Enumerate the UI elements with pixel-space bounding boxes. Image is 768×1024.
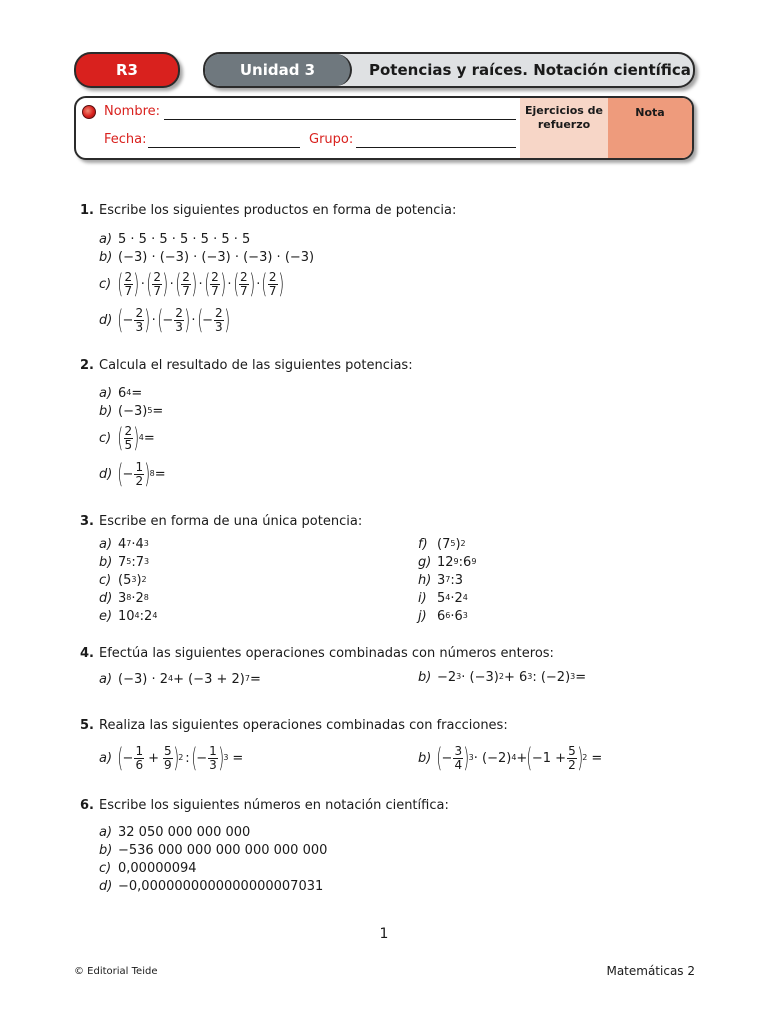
fraction: $\frac{2}{7}$ bbox=[153, 269, 162, 298]
ex1-item-a bbox=[99, 230, 250, 248]
fraction: $\frac{1}{6}$ bbox=[135, 743, 144, 772]
item-label: c) bbox=[99, 430, 112, 446]
refuerzo-cell: Ejercicios de refuerzo bbox=[520, 98, 608, 158]
fraction: $\frac{2}{7}$ bbox=[182, 269, 190, 298]
fraction: $\frac{2}{3}$ bbox=[215, 305, 223, 334]
ex5-item-a: a) ( − $\frac{1}{6}$ + $\frac{5}{9}$ ) 2 : ( − $\frac{1}{3}$ ) 3 = bbox=[99, 742, 244, 774]
unit-title: Potencias y raíces. Notación científica bbox=[369, 61, 691, 79]
ex2-item-b: b) (−3) 5 = bbox=[99, 403, 164, 419]
exercise-1-text: Escribe los siguientes productos en forma de potencia: bbox=[99, 203, 457, 218]
item-label: b) bbox=[99, 249, 113, 265]
ex1-item-c: c) ( $\frac{2}{7}$ ) · ( $\frac{2}{7}$ ) · ( $\frac{2}{7}$ ) · ( $\frac{2}{7}$ ) · ( $\frac{2}{7}$ ) · ( $\frac{2}{7}$ ) bbox=[99, 268, 284, 300]
group-label: Grupo: bbox=[309, 132, 354, 147]
name-label: Nombre: bbox=[104, 104, 161, 119]
ex3-item-e: e) 10 4 : 2 4 bbox=[99, 608, 158, 624]
exercise-5-number: 5. bbox=[80, 718, 94, 733]
ex1-a-expr: 5 · 5 · 5 · 5 · 5 · 5 · 5 bbox=[118, 231, 251, 247]
ex3-item-b: b) 7 5 : 7 3 bbox=[99, 554, 150, 570]
exercise-4-number: 4. bbox=[80, 646, 94, 661]
group-field[interactable] bbox=[356, 147, 516, 148]
ex3-item-j: j) 6 6 · 6 3 bbox=[418, 608, 468, 624]
ex1-b-expr: (−3) · (−3) · (−3) · (−3) · (−3) bbox=[118, 249, 315, 265]
fraction: $\frac{1}{2}$ bbox=[135, 459, 144, 488]
fraction: $\frac{2}{3}$ bbox=[135, 305, 144, 334]
exercise-5-text: Realiza las siguientes operaciones combinadas con fracciones: bbox=[99, 718, 508, 733]
ex2-item-d: d) ( − $\frac{1}{2}$ ) 8 = bbox=[99, 458, 166, 490]
date-field[interactable] bbox=[148, 147, 300, 148]
ex1-item-d: d) ( − $\frac{2}{3}$ ) · ( − $\frac{2}{3}$ ) · ( − $\frac{2}{3}$ ) bbox=[99, 304, 230, 336]
item-label: d) bbox=[99, 312, 113, 328]
exercise-1-number: 1. bbox=[80, 203, 94, 218]
fraction: $\frac{3}{4}$ bbox=[454, 743, 463, 772]
date-label: Fecha: bbox=[104, 132, 147, 147]
ex6-item-d: d) −0,0000000000000000007031 bbox=[99, 878, 324, 894]
worksheet-code-badge: R3 bbox=[74, 52, 180, 88]
ex3-item-g: g) 12 9 : 6 9 bbox=[418, 554, 477, 570]
exercise-6-number: 6. bbox=[80, 798, 94, 813]
ex3-item-f: f) (7 5 ) 2 bbox=[418, 536, 466, 552]
ex3-item-c: c) (5 3 ) 2 bbox=[99, 572, 147, 588]
ex4-item-b: b) −2 3 · (−3) 2 + 6 3 : (−2) 3 = bbox=[418, 669, 587, 685]
ex5-item-b: b) ( − $\frac{3}{4}$ ) 3 · (−2) 4 + ( −1 + $\frac{5}{2}$ ) 2 = bbox=[418, 742, 603, 774]
ex3-item-d: d) 3 8 · 2 8 bbox=[99, 590, 149, 606]
ex1-item-b bbox=[99, 248, 314, 266]
ex4-item-a: a) (−3) · 2 4 + (−3 + 2) 7 = bbox=[99, 671, 261, 687]
fraction: $\frac{2}{7}$ bbox=[211, 269, 219, 298]
item-label: a) bbox=[99, 385, 113, 401]
ex3-item-a: a) 4 7 · 4 3 bbox=[99, 536, 149, 552]
item-label: a) bbox=[99, 231, 113, 247]
fraction: $\frac{1}{3}$ bbox=[209, 743, 217, 772]
subject-label: Matemáticas 2 bbox=[606, 964, 695, 978]
ex3-item-i: i) 5 4 · 2 4 bbox=[418, 590, 468, 606]
red-bullet-icon bbox=[82, 105, 96, 119]
exercise-2-number: 2. bbox=[80, 358, 94, 373]
fraction: $\frac{5}{9}$ bbox=[164, 743, 172, 772]
name-field[interactable] bbox=[164, 119, 516, 120]
page-number: 1 bbox=[379, 926, 389, 942]
publisher-credit: © Editorial Teide bbox=[74, 966, 158, 977]
ex6-item-a: a) 32 050 000 000 000 bbox=[99, 824, 251, 840]
unit-label: Unidad 3 bbox=[205, 54, 352, 86]
fraction: $\frac{2}{7}$ bbox=[124, 269, 133, 298]
item-label: c) bbox=[99, 276, 112, 292]
fraction: $\frac{2}{5}$ bbox=[124, 423, 133, 452]
ex6-item-b: b) −536 000 000 000 000 000 000 bbox=[99, 842, 328, 858]
exercise-3-number: 3. bbox=[80, 514, 94, 529]
exercise-3-text: Escribe en forma de una única potencia: bbox=[99, 514, 363, 529]
ex2-item-a: a) 6 4 = bbox=[99, 385, 143, 401]
ex2-item-c: c) ( $\frac{2}{5}$ ) 4 = bbox=[99, 422, 155, 454]
exercise-4-text: Efectúa las siguientes operaciones combinadas con números enteros: bbox=[99, 646, 554, 661]
exercise-6-text: Escribe los siguientes números en notación científica: bbox=[99, 798, 449, 813]
fraction: $\frac{5}{2}$ bbox=[568, 743, 576, 772]
item-label: d) bbox=[99, 466, 113, 482]
unit-header-bar bbox=[203, 52, 695, 88]
ex6-item-c: c) 0,00000094 bbox=[99, 860, 197, 876]
item-label: b) bbox=[99, 403, 113, 419]
nota-cell[interactable]: Nota bbox=[608, 98, 692, 158]
fraction: $\frac{2}{3}$ bbox=[175, 305, 183, 334]
fraction: $\frac{2}{7}$ bbox=[268, 269, 277, 298]
fraction: $\frac{2}{7}$ bbox=[240, 269, 248, 298]
exercise-2-text: Calcula el resultado de las siguientes potencias: bbox=[99, 358, 413, 373]
ex3-item-h: h) 3 7 : 3 bbox=[418, 572, 464, 588]
student-info-box bbox=[74, 96, 694, 160]
